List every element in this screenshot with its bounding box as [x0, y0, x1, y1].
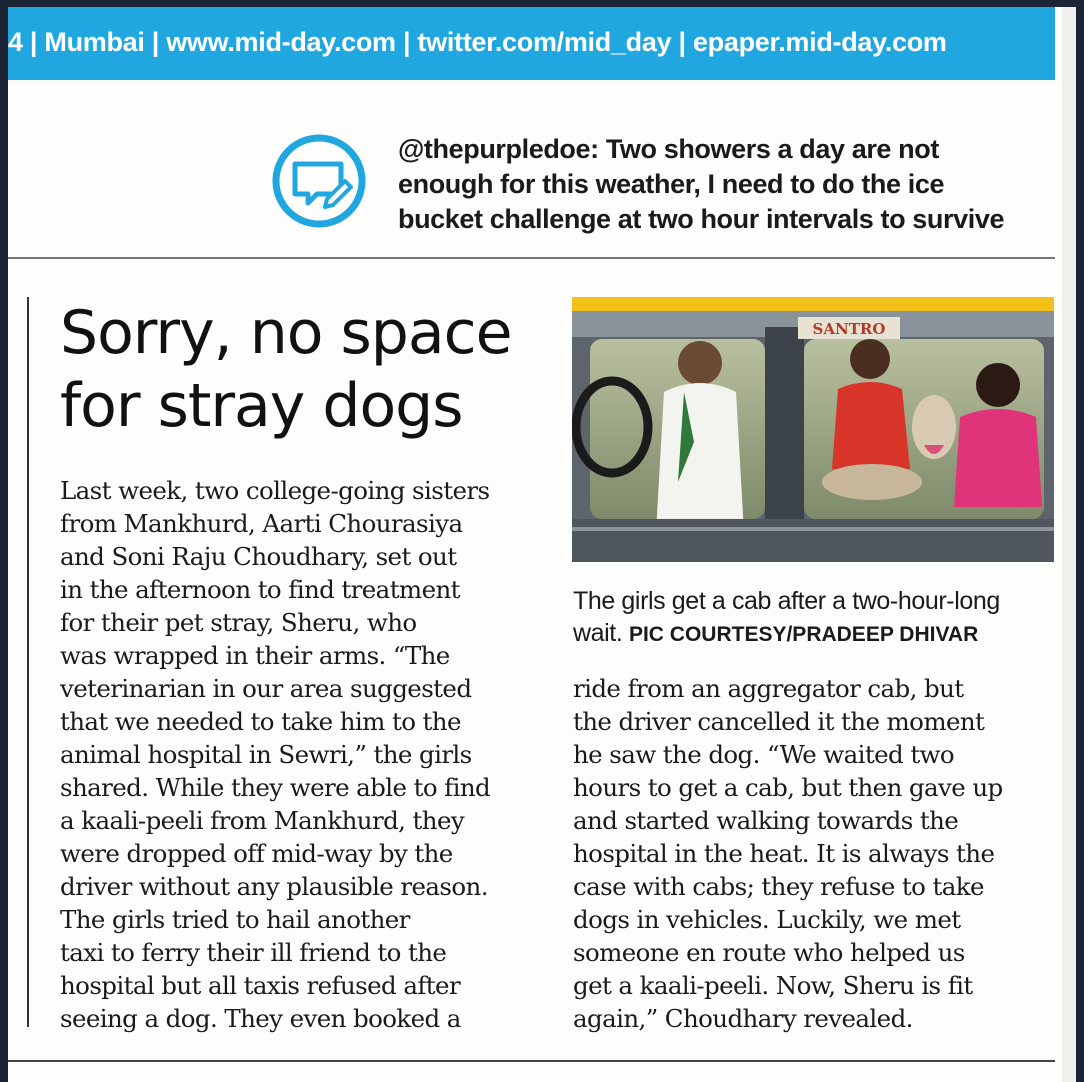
tweet-line: @thepurpledoe: Two showers a day are not — [398, 134, 939, 164]
body-line: dogs in vehicles. Luckily, we met — [573, 905, 961, 934]
photo-caption — [573, 585, 1058, 651]
article-column-2 — [573, 672, 1053, 1035]
body-line: driver without any plausible reason. — [60, 872, 488, 901]
speech-bubble-pencil-icon — [271, 133, 367, 229]
body-line: for their pet stray, Sheru, who — [60, 608, 417, 637]
divider-top — [8, 257, 1055, 259]
photo-credit: PIC COURTESY/PRADEEP DHIVAR — [628, 623, 979, 646]
body-line: and Soni Raju Choudhary, set out — [60, 542, 457, 571]
body-line: ride from an aggregator cab, but — [573, 674, 964, 703]
body-line: was wrapped in their arms. “The — [60, 641, 450, 670]
newspaper-page — [8, 7, 1076, 1082]
car-badge-text: SANTRO — [812, 320, 886, 338]
caption-line-2 — [573, 617, 1058, 651]
body-line: hospital but all taxis refused after — [60, 971, 461, 1000]
headline-line: Sorry, no space — [60, 298, 512, 368]
body-line: were dropped off mid-way by the — [60, 839, 453, 868]
body-line: case with cabs; they refuse to take — [573, 872, 984, 901]
column-rule-left — [27, 297, 29, 1027]
article-column-1 — [60, 474, 560, 1035]
body-line: taxi to ferry their ill friend to the — [60, 938, 447, 967]
tweet-quote — [398, 132, 1058, 237]
caption-line: The girls get a cab after a two-hour-long — [573, 587, 1000, 615]
body-line: Last week, two college-going sisters — [60, 476, 490, 505]
body-line: the driver cancelled it the moment — [573, 707, 985, 736]
article-photo — [572, 297, 1054, 562]
tweet-line: enough for this weather, I need to do the ice — [398, 169, 945, 199]
body-line: that we needed to take him to the — [60, 707, 461, 736]
tweet-line: bucket challenge at two hour intervals to survive — [398, 204, 1005, 234]
header-banner — [8, 7, 1055, 80]
banner-text: 4 | Mumbai | www.mid-day.com | twitter.com/mid_day | epaper.mid-day.com — [8, 27, 947, 57]
body-line: hours to get a cab, but then gave up — [573, 773, 1003, 802]
headline-line: for stray dogs — [60, 371, 463, 441]
body-line: The girls tried to hail another — [60, 905, 410, 934]
page-edge — [1062, 7, 1076, 1082]
body-line: someone en route who helped us — [573, 938, 965, 967]
divider-bottom — [8, 1060, 1055, 1062]
body-line: veterinarian in our area suggested — [60, 674, 472, 703]
caption-text: wait. — [573, 619, 623, 647]
body-line: seeing a dog. They even booked a — [60, 1004, 461, 1033]
body-line: shared. While they were able to find — [60, 773, 491, 802]
body-line: in the afternoon to find treatment — [60, 575, 460, 604]
body-line: from Mankhurd, Aarti Chourasiya — [60, 509, 463, 538]
article-headline — [60, 297, 540, 443]
body-line: get a kaali-peeli. Now, Sheru is fit — [573, 971, 973, 1000]
body-line: and started walking towards the — [573, 806, 959, 835]
body-line: again,” Choudhary revealed. — [573, 1004, 913, 1033]
body-line: hospital in the heat. It is always the — [573, 839, 995, 868]
body-line: a kaali-peeli from Mankhurd, they — [60, 806, 465, 835]
body-line: animal hospital in Sewri,” the girls — [60, 740, 472, 769]
body-line: he saw the dog. “We waited two — [573, 740, 955, 769]
